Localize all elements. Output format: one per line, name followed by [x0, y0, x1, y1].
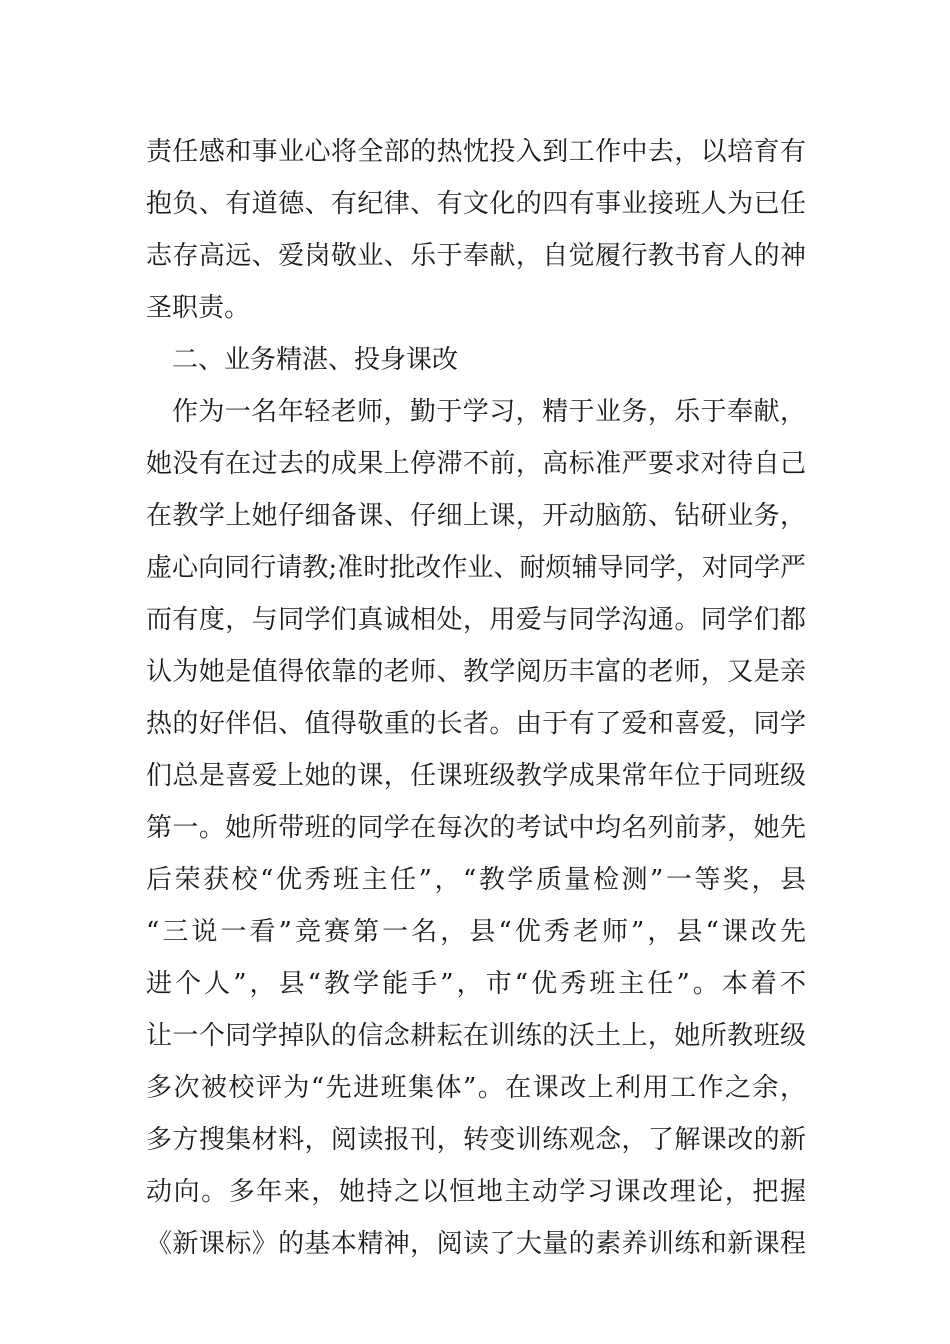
paragraph-line: 圣职责。 [146, 293, 251, 323]
paragraph-line: “三说一看”竞赛第一名，县“优秀老师”，县“课改先 [146, 917, 806, 947]
paragraph-line: 多次被校评为“先进班集体”。在课改上利用工作之余， [146, 1073, 806, 1103]
paragraph-line: 第一。她所带班的同学在每次的考试中均名列前茅，她先 [146, 813, 806, 843]
paragraph-line: 她没有在过去的成果上停滞不前，高标准严要求对待自己 [146, 449, 806, 479]
paragraph-line: 进个人”，县“教学能手”，市“优秀班主任”。本着不 [146, 969, 806, 999]
paragraph-line: 虚心向同行请教;准时批改作业、耐烦辅导同学，对同学严 [146, 553, 806, 583]
paragraph-line: 而有度，与同学们真诚相处，用爱与同学沟通。同学们都 [146, 605, 806, 635]
paragraph-line: 志存高远、爱岗敬业、乐于奉献，自觉履行教书育人的神 [146, 241, 806, 271]
paragraph-line: 《新课标》的基本精神，阅读了大量的素养训练和新课程 [146, 1229, 806, 1259]
paragraph-line: 作为一名年轻老师，勤于学习，精于业务，乐于奉献， [172, 397, 806, 427]
paragraph-line: 多方搜集材料，阅读报刊，转变训练观念，了解课改的新 [146, 1125, 806, 1155]
paragraph-line: 抱负、有道德、有纪律、有文化的四有事业接班人为已任 [146, 189, 806, 219]
paragraph-line: 动向。多年来，她持之以恒地主动学习课改理论，把握 [146, 1177, 806, 1207]
paragraph-line: 认为她是值得依靠的老师、教学阅历丰富的老师，又是亲 [146, 657, 806, 687]
paragraph-line: 们总是喜爱上她的课，任课班级教学成果常年位于同班级 [146, 761, 806, 791]
paragraph-line: 责任感和事业心将全部的热忱投入到工作中去，以培育有 [146, 137, 806, 167]
paragraph-line: 后荣获校“优秀班主任”，“教学质量检测”一等奖，县 [146, 865, 806, 895]
paragraph-line: 在教学上她仔细备课、仔细上课，开动脑筋、钻研业务， [146, 501, 806, 531]
paragraph-line: 让一个同学掉队的信念耕耘在训练的沃土上，她所教班级 [146, 1021, 806, 1051]
section-heading: 二、业务精湛、投身课改 [172, 345, 459, 375]
paragraph-line: 热的好伴侣、值得敬重的长者。由于有了爱和喜爱，同学 [146, 709, 806, 739]
